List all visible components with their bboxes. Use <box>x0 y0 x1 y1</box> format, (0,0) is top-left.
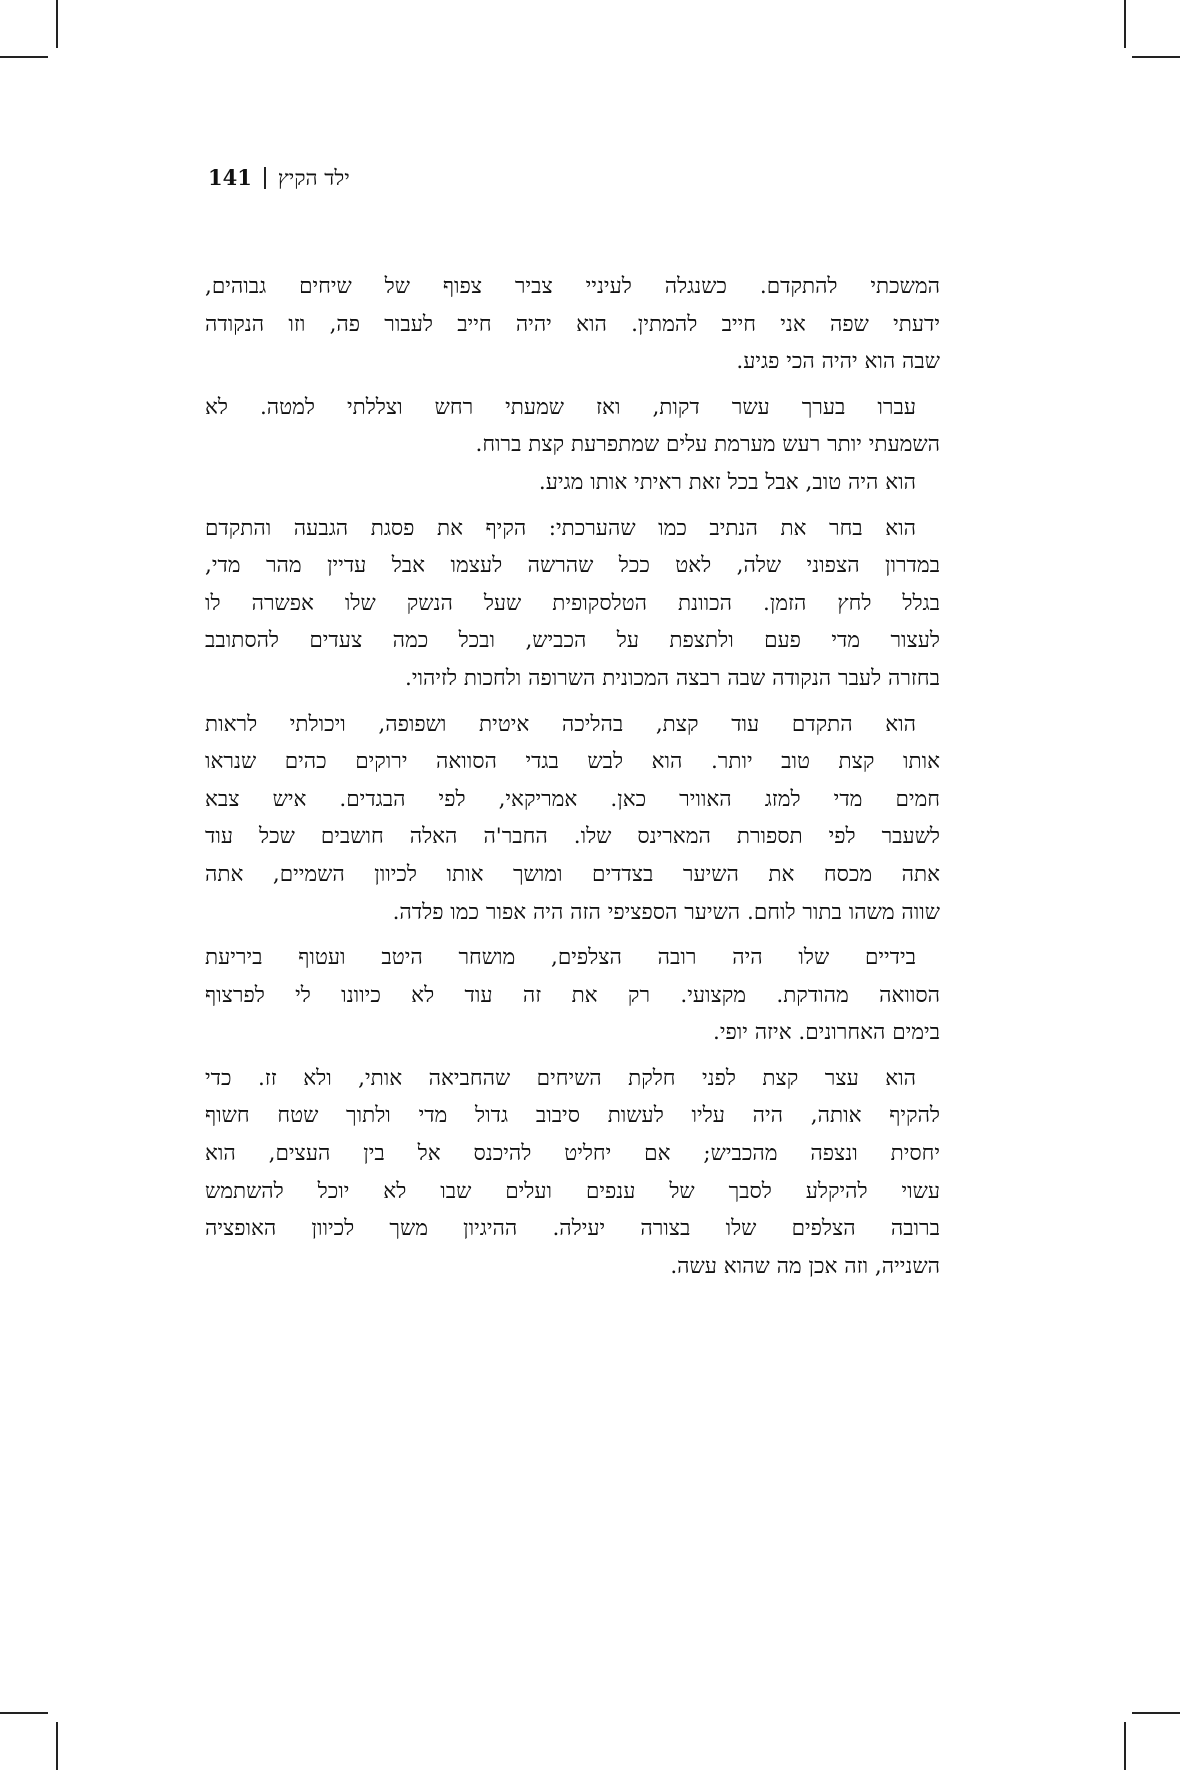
text-line: השנייה, וזה אכן מה שהוא עשה. <box>670 1253 940 1279</box>
text-line: בחזרה לעבר הנקודה שבה רבצה המכונית השרופה ולחכות לזיהוי. <box>405 665 940 691</box>
crop-mark-top-left <box>56 0 58 48</box>
text-line: בידיים שלו היה רובה הצלפים, מושחר היטב ועטוף ביריעת <box>205 945 916 971</box>
crop-mark-top-left-h <box>0 56 48 58</box>
text-line: בגלל לחץ הזמן. הכוונת הטלסקופית שעל הנשק שלו אפשרה לו <box>205 590 940 616</box>
text-line: הוא עצר קצת לפני חלקת השיחים שהחביאה אותי, ולא זז. כדי <box>205 1065 916 1091</box>
text-line: עשוי להיקלע לסבך של ענפים ועלים שבו לא יוכל להשתמש <box>205 1178 940 1204</box>
crop-mark-bottom-right-h <box>1132 1712 1180 1714</box>
text-line: ידעתי שפה אני חייב להמתין. הוא יהיה חייב לעבור פה, וזו הנקודה <box>205 311 940 337</box>
paragraph <box>205 939 940 1052</box>
running-head <box>208 160 350 196</box>
paragraph <box>205 464 940 502</box>
text-line: חמים מדי למזג האוויר כאן. אמריקאי, לפי הבגדים. איש צבא <box>205 786 940 812</box>
book-title: ילד הקיץ <box>277 166 350 190</box>
text-line: בימים האחרונים. איזה יופי. <box>712 1020 940 1046</box>
text-line: ברובה הצלפים שלו בצורה יעילה. ההיגיון משך לכיוון האופציה <box>205 1216 940 1242</box>
running-head-separator <box>264 167 266 189</box>
body-text <box>205 268 940 1285</box>
text-line: הוא היה טוב, אבל בכל זאת ראיתי אותו מגיע. <box>538 469 916 495</box>
text-line: אתה מכסח את השיער בצדדים ומושך אותו לכיוון השמיים, אתה <box>205 861 940 887</box>
text-line: הסוואה מהודקת. מקצועי. רק את זה עוד לא כיוונו לי לפרצוף <box>205 982 940 1008</box>
crop-mark-bottom-left <box>56 1722 58 1770</box>
crop-mark-bottom-left-h <box>0 1712 48 1714</box>
text-line: הוא בחר את הנתיב כמו שהערכתי: הקיף את פסגת הגבעה והתקדם <box>205 515 916 541</box>
paragraph <box>205 510 940 698</box>
paragraph <box>205 268 940 381</box>
text-line: לעצור מדי פעם ולתצפת על הכביש, ובכל כמה צעדים להסתובב <box>205 628 940 654</box>
text-line: הוא התקדם עוד קצת, בהליכה איטית ושפופה, ויכולתי לראות <box>205 711 916 737</box>
text-line: השמעתי יותר רעש מערמת עלים שמתפרעת קצת ברוח. <box>475 432 940 458</box>
text-line: שבה הוא יהיה הכי פגיע. <box>736 349 940 375</box>
page-number: 141 <box>208 165 252 190</box>
text-line: עברו בערך עשר דקות, ואז שמעתי רחש וצללתי למטה. לא <box>205 394 916 420</box>
text-line: שווה משהו בתור לוחם. השיער הספציפי הזה היה אפור כמו פלדה. <box>392 899 940 925</box>
text-line: להקיף אותה, היה עליו לעשות סיבוב גדול מדי ולתוך שטח חשוף <box>205 1103 940 1129</box>
text-line: המשכתי להתקדם. כשנגלה לעיניי צביר צפוף של שיחים גבוהים, <box>205 274 940 299</box>
crop-mark-top-right <box>1124 0 1126 48</box>
paragraph <box>205 706 940 932</box>
text-line: במדרון הצפוני שלה, לאט ככל שהרשה לעצמו אבל עדיין מהר מדי, <box>205 553 940 579</box>
paragraph <box>205 1060 940 1286</box>
paragraph <box>205 389 940 464</box>
text-line: יחסית ונצפה מהכביש; אם יחליט להיכנס אל בין העצים, הוא <box>205 1141 940 1167</box>
crop-mark-top-right-h <box>1132 56 1180 58</box>
crop-mark-bottom-right <box>1124 1722 1126 1770</box>
text-line: אותו קצת טוב יותר. הוא לבש בגדי הסוואה ירוקים כהים שנראו <box>205 749 940 775</box>
text-line: לשעבר לפי תספורת המארינס שלו. החבר'ה האלה חושבים שכל עוד <box>205 824 940 850</box>
